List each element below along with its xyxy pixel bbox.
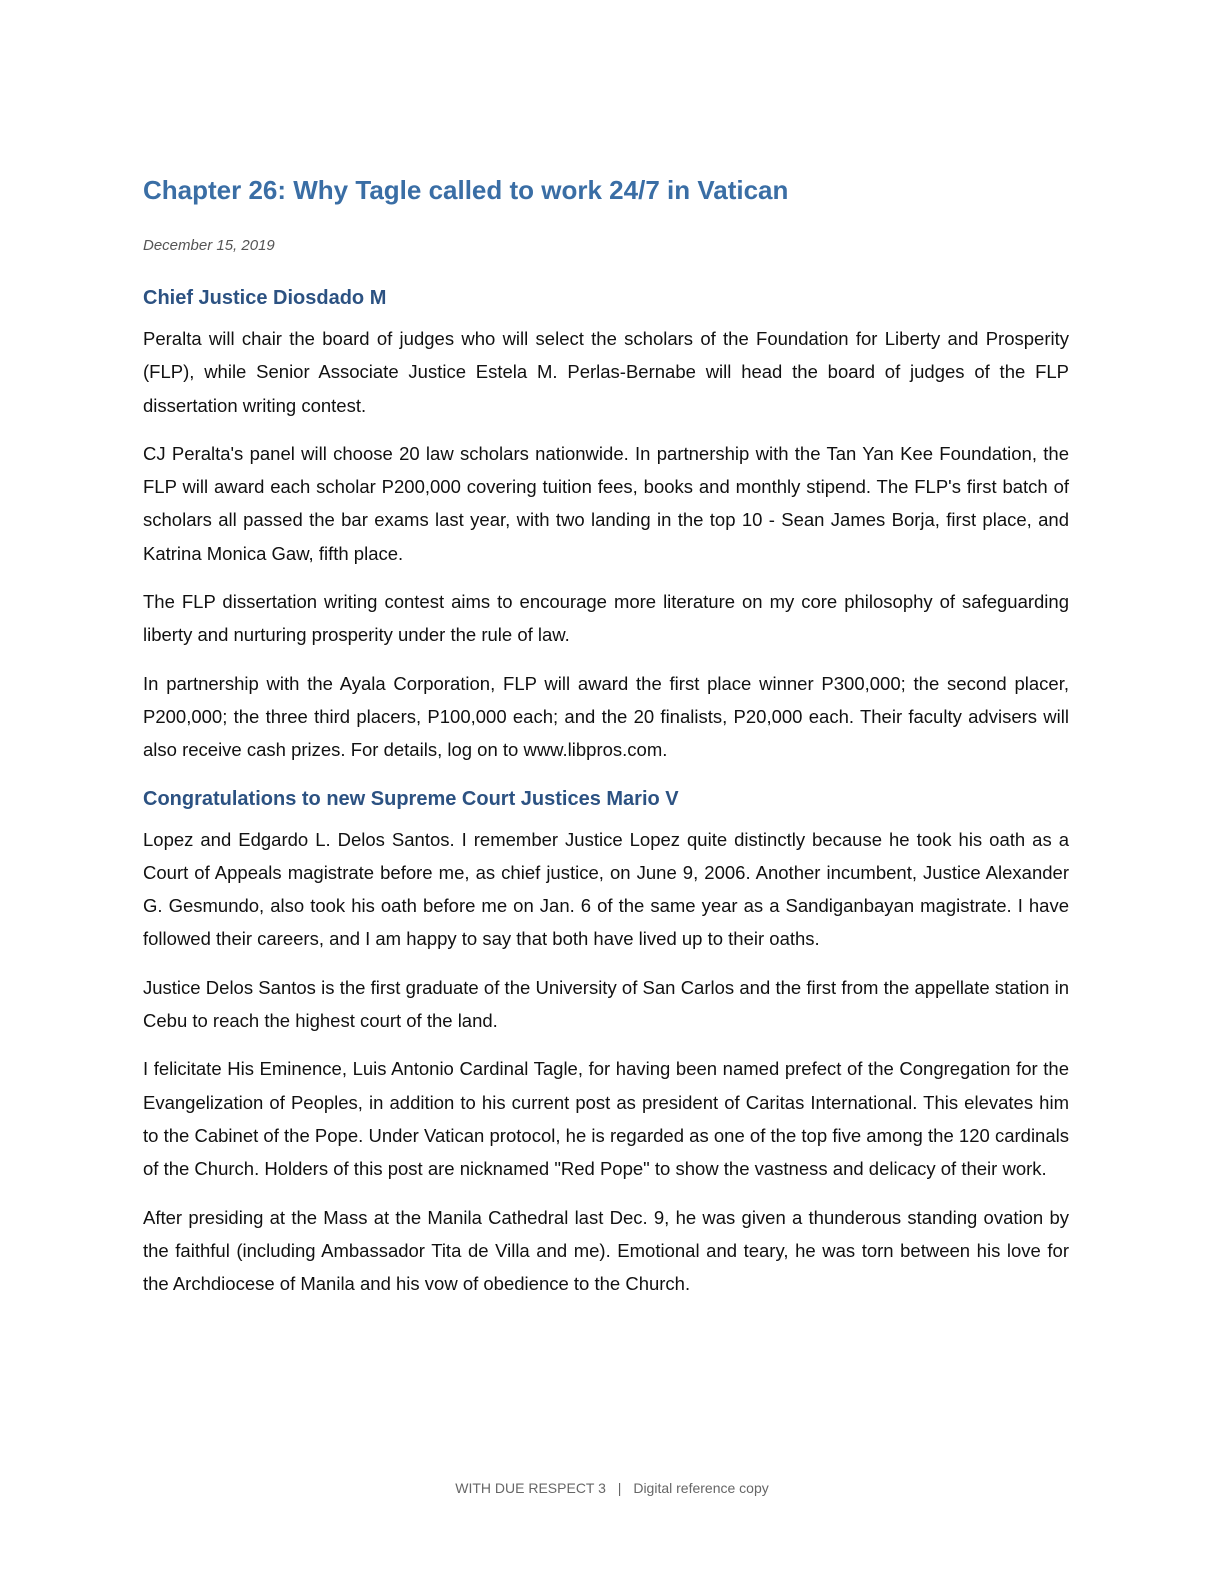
body-paragraph: Peralta will chair the board of judges who will select the scholars of the Foundation for Liberty and Prosperity (FLP), while Senior Associate Justice Estela M. Perlas-Bernabe will head the board of judges of the FLP dissertation writing contest. bbox=[143, 328, 1069, 416]
section-heading: Congratulations to new Supreme Court Justices Mario V bbox=[143, 787, 679, 810]
footer-note: Digital reference copy bbox=[633, 1480, 769, 1496]
page-footer bbox=[0, 1480, 1224, 1496]
body-paragraph: I felicitate His Eminence, Luis Antonio Cardinal Tagle, for having been named prefect of the Congregation for the Evangelization of Peoples, in addition to his current post as president of Caritas International. This elevates him to the Cabinet of the Pope. Under Vatican protocol, he is regarded as one of the top five among the 120 cardinals of the Church. Holders of this post are nicknamed "Red Pope" to show the vastness and delicacy of their work. bbox=[143, 1058, 1069, 1180]
chapter-title: Chapter 26: Why Tagle called to work 24/7 in Vatican bbox=[143, 175, 789, 205]
section-new-justices bbox=[143, 785, 1069, 1301]
body-paragraph: After presiding at the Mass at the Manila Cathedral last Dec. 9, he was given a thunderous standing ovation by the faithful (including Ambassador Tita de Villa and me). Emotional and teary, he was torn between his love for the Archdiocese of Manila and his vow of obedience to the Church. bbox=[143, 1206, 1069, 1295]
section-chief-justice bbox=[143, 284, 1069, 767]
body-paragraph: In partnership with the Ayala Corporation, FLP will award the first place winner P300,000; the second placer, P200,000; the three third placers, P100,000 each; and the 20 finalists, P20,000 each. Their faculty advisers will also receive cash prizes. For details, log on to www.libpros.com. bbox=[143, 672, 1069, 761]
publication-date: December 15, 2019 bbox=[143, 237, 275, 254]
footer-separator: | bbox=[617, 1480, 622, 1496]
body-paragraph: The FLP dissertation writing contest aims to encourage more literature on my core philosophy of safeguarding liberty and nurturing prosperity under the rule of law. bbox=[143, 591, 1069, 646]
section-heading: Chief Justice Diosdado M bbox=[143, 287, 387, 309]
document-page bbox=[143, 170, 1069, 1315]
body-paragraph: Lopez and Edgardo L. Delos Santos. I remember Justice Lopez quite distinctly because he took his oath as a Court of Appeals magistrate before me, as chief justice, on June 9, 2006. Another incumbent, Justice Alexander G. Gesmundo, also took his oath before me on Jan. 6 of the same year as a Sandiganbayan magistrate. I have followed their careers, and I am happy to say that both have lived up to their oaths. bbox=[143, 828, 1069, 950]
body-paragraph: CJ Peralta's panel will choose 20 law scholars nationwide. In partnership with the Tan Yan Kee Foundation, the FLP will award each scholar P200,000 covering tuition fees, books and monthly stipend. The FLP's first batch of scholars all passed the bar exams last year, with two landing in the top 10 - Sean James Borja, first place, and Katrina Monica Gaw, fifth place. bbox=[143, 442, 1069, 564]
body-paragraph: Justice Delos Santos is the first graduate of the University of San Carlos and the first from the appellate station in Cebu to reach the highest court of the land. bbox=[143, 976, 1069, 1032]
footer-book-title: WITH DUE RESPECT 3 bbox=[455, 1480, 606, 1496]
